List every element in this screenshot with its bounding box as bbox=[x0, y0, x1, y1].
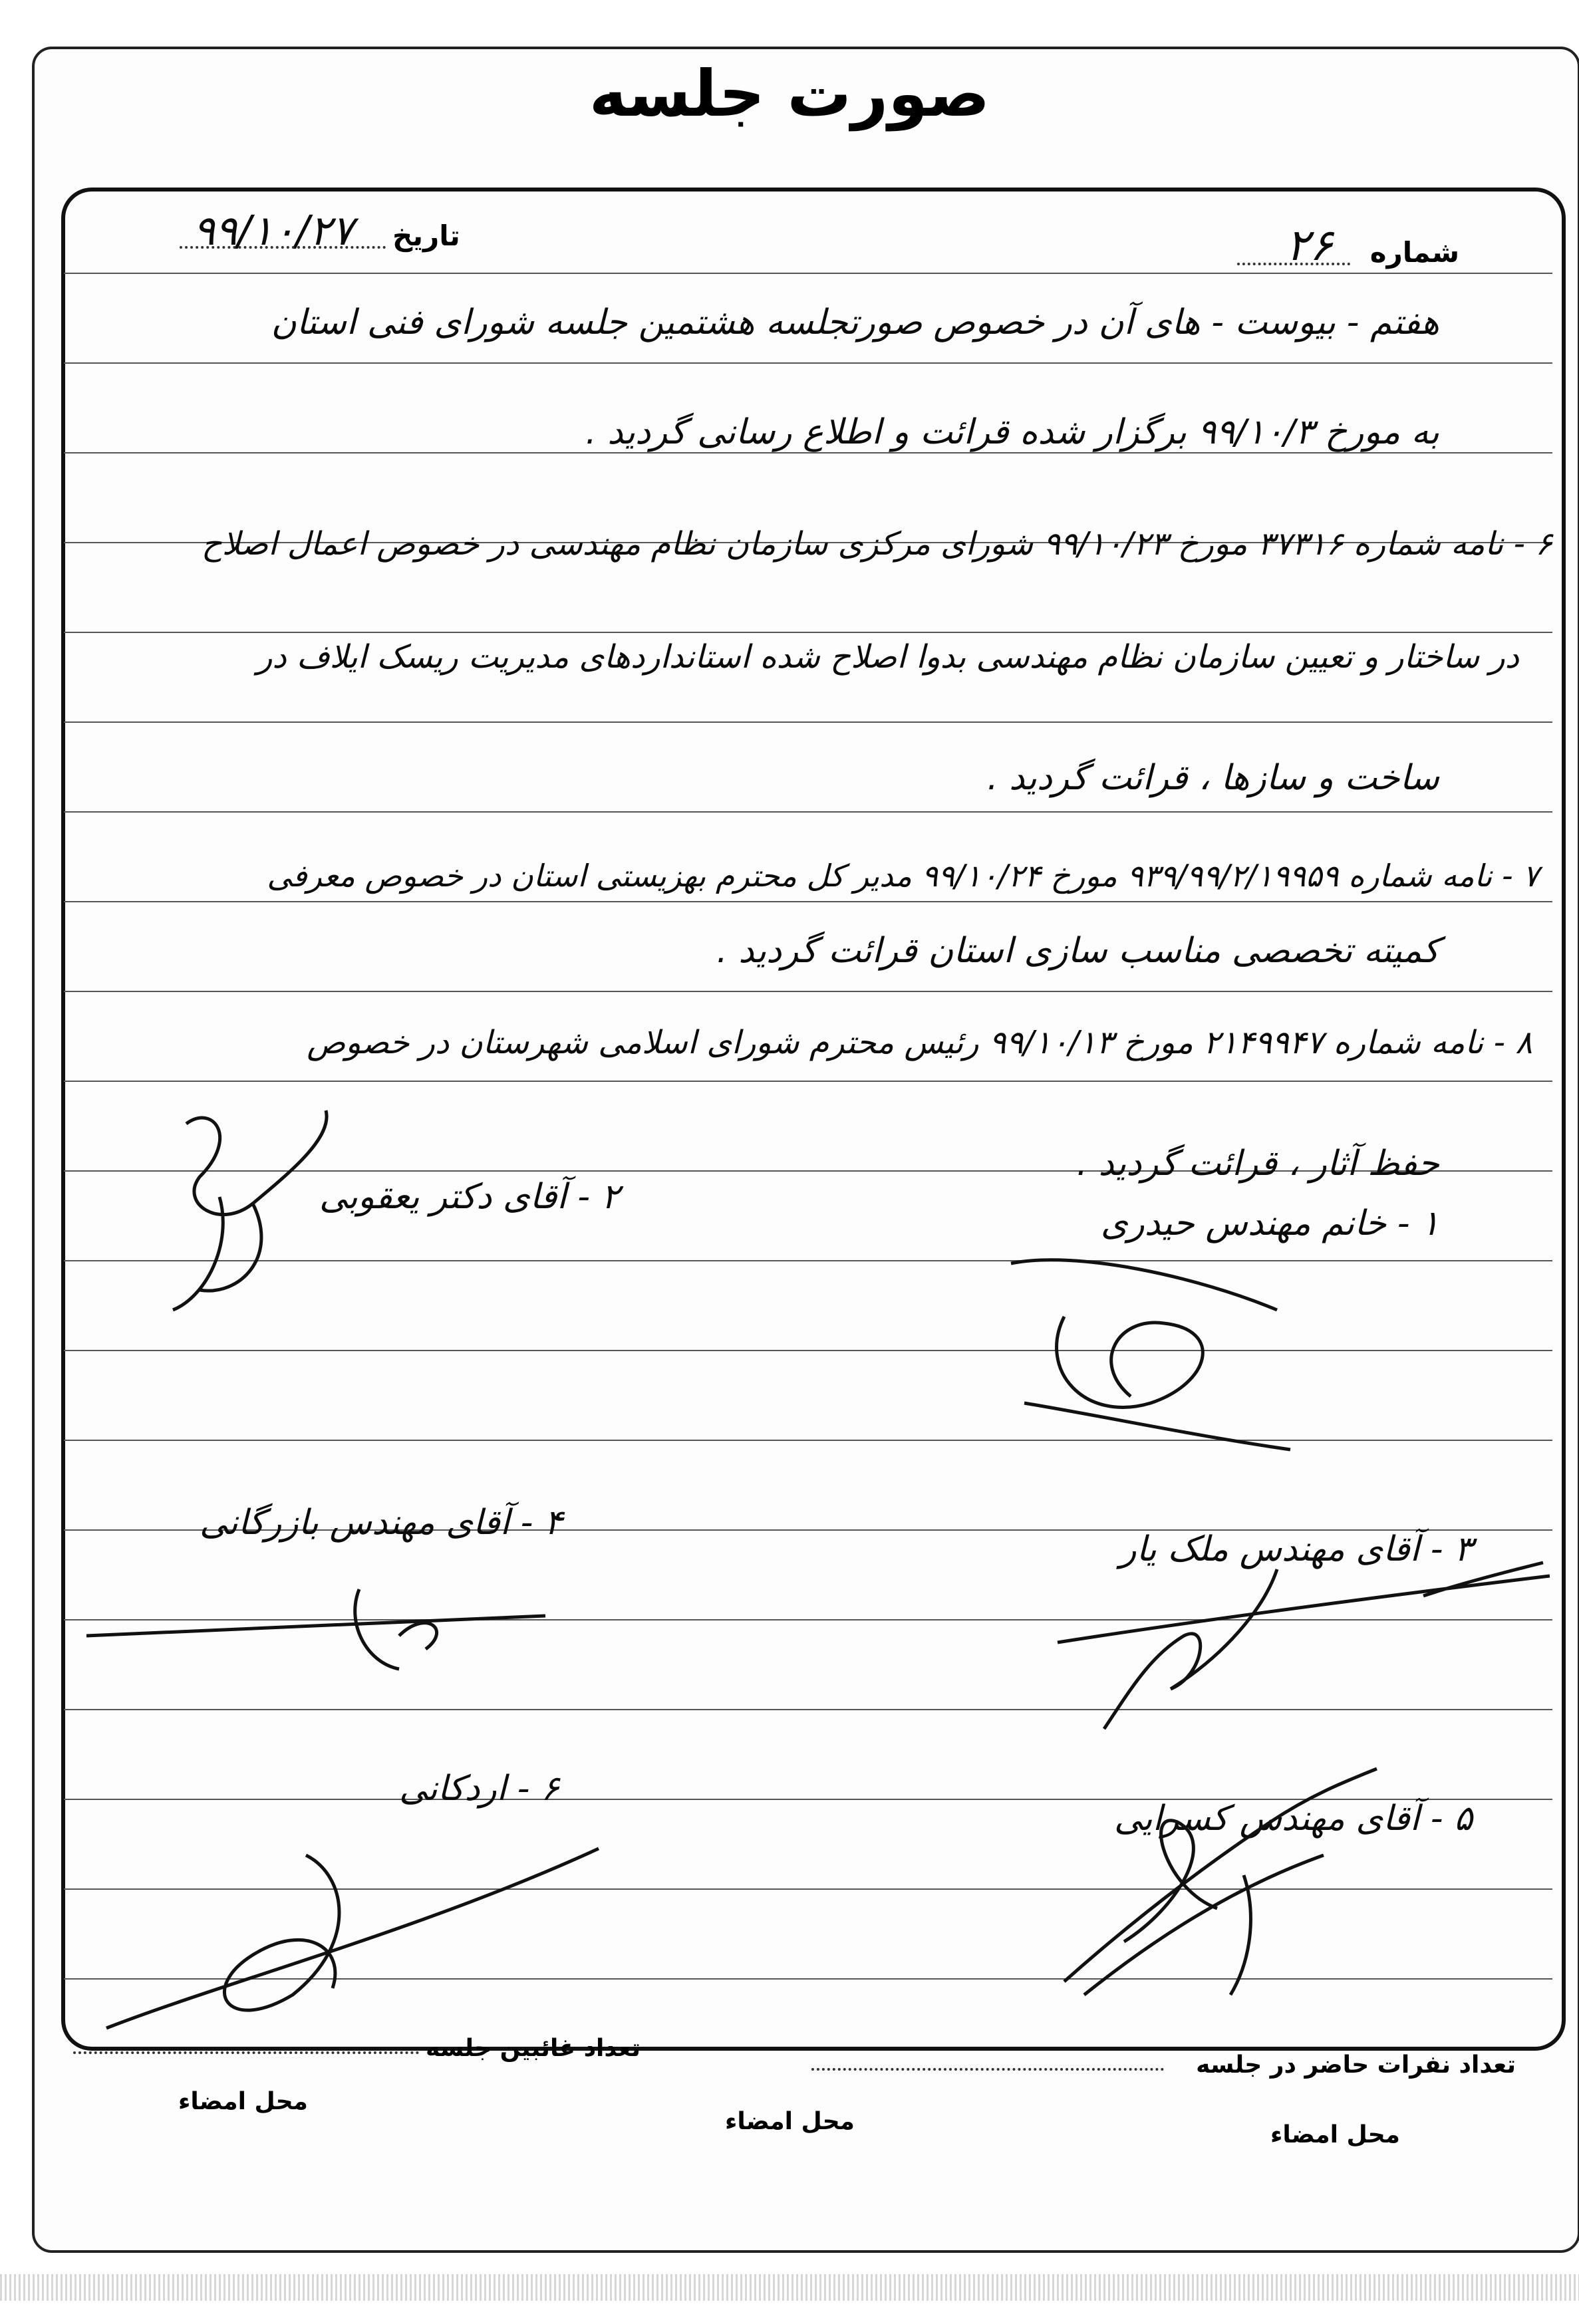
signature-1 bbox=[998, 1237, 1304, 1463]
ruled-line bbox=[64, 1081, 1552, 1082]
attendee-6: ۶ - اردکانی bbox=[399, 1769, 559, 1809]
attendee-3: ۳ - آقای مهندس ملک یار bbox=[1119, 1529, 1473, 1569]
ruled-line bbox=[64, 1350, 1552, 1351]
signature-2 bbox=[160, 1097, 372, 1323]
number-dotted-line bbox=[1237, 263, 1350, 265]
scan-edge-strip bbox=[0, 2274, 1579, 2301]
ruled-line bbox=[64, 1440, 1552, 1441]
signature-6 bbox=[93, 1835, 612, 2035]
minutes-line-1: هفتم - بیوست - های آن در خصوص صورتجلسه هشتمین جلسه شورای فنی استان bbox=[271, 303, 1439, 342]
attendee-1: ۱ - خانم مهندس حیدری bbox=[1100, 1204, 1439, 1243]
present-count-label: تعداد نفرات حاضر در جلسه bbox=[1196, 2051, 1516, 2079]
ruled-line bbox=[64, 901, 1552, 902]
present-count-dotted-line bbox=[811, 2068, 1164, 2071]
ruled-line bbox=[64, 991, 1552, 992]
number-label: شماره bbox=[1369, 236, 1459, 269]
attendee-2: ۲ - آقای دکتر یعقوبی bbox=[319, 1177, 620, 1217]
ruled-line bbox=[64, 452, 1552, 453]
minutes-line-8: ۸ - نامه شماره ۲۱۴۹۹۴۷ مورخ ۹۹/۱۰/۱۳ رئیس محترم شورای اسلامی شهرستان در خصوص bbox=[307, 1024, 1532, 1061]
signature-3 bbox=[1051, 1556, 1556, 1755]
form-title: صورت جلسه bbox=[589, 57, 990, 131]
ruled-line bbox=[64, 721, 1552, 723]
minutes-line-2: به مورخ ۹۹/۱۰/۳ برگزار شده قرائت و اطلاع رسانی گردید . bbox=[585, 412, 1439, 452]
date-value: ۹۹/۱۰/۲۷ bbox=[193, 206, 354, 255]
ruled-line bbox=[64, 811, 1552, 813]
date-label: تاریخ bbox=[392, 219, 460, 252]
minutes-line-3: ۶ - نامه شماره ۳۷۳۱۶ مورخ ۹۹/۱۰/۲۳ شورای مرکزی سازمان نظام مهندسی در خصوص اعمال اصلاح bbox=[201, 525, 1552, 563]
ruled-line bbox=[64, 632, 1552, 633]
minutes-line-9: حفظ آثار ، قرائت گردید . bbox=[1076, 1144, 1439, 1184]
number-value: ۲۶ bbox=[1286, 219, 1333, 271]
signature-place-left: محل امضاء bbox=[178, 2088, 308, 2115]
minutes-line-7: کمیته تخصصی مناسب سازی استان قرائت گردید . bbox=[716, 931, 1439, 971]
absent-count-dotted-line bbox=[73, 2051, 419, 2054]
minutes-line-5: ساخت و سازها ، قرائت گردید . bbox=[987, 758, 1439, 798]
absent-count-label: تعداد غائبین جلسه bbox=[426, 2035, 641, 2062]
signature-place-center: محل امضاء bbox=[725, 2108, 855, 2135]
attendee-5: ۵ - آقای مهندس کسرایی bbox=[1113, 1799, 1473, 1839]
minutes-line-4: در ساختار و تعیین سازمان نظام مهندسی بدوا اصلاح شده استانداردهای مدیریت ریسک ایلاف در bbox=[257, 638, 1519, 676]
signature-place-right: محل امضاء bbox=[1270, 2121, 1400, 2148]
signature-5 bbox=[1044, 1742, 1390, 2008]
attendee-4: ۴ - آقای مهندس بازرگانی bbox=[200, 1503, 563, 1543]
signature-4 bbox=[80, 1569, 559, 1689]
ruled-line bbox=[64, 362, 1552, 364]
date-dotted-line bbox=[180, 246, 386, 249]
minutes-line-6: ۷ - نامه شماره ۹۳۹/۹۹/۲/۱۹۹۵۹ مورخ ۹۹/۱۰/۲۴ مدیر کل محترم بهزیستی استان در خصوص معرفی bbox=[267, 858, 1539, 894]
ruled-line bbox=[64, 273, 1552, 274]
